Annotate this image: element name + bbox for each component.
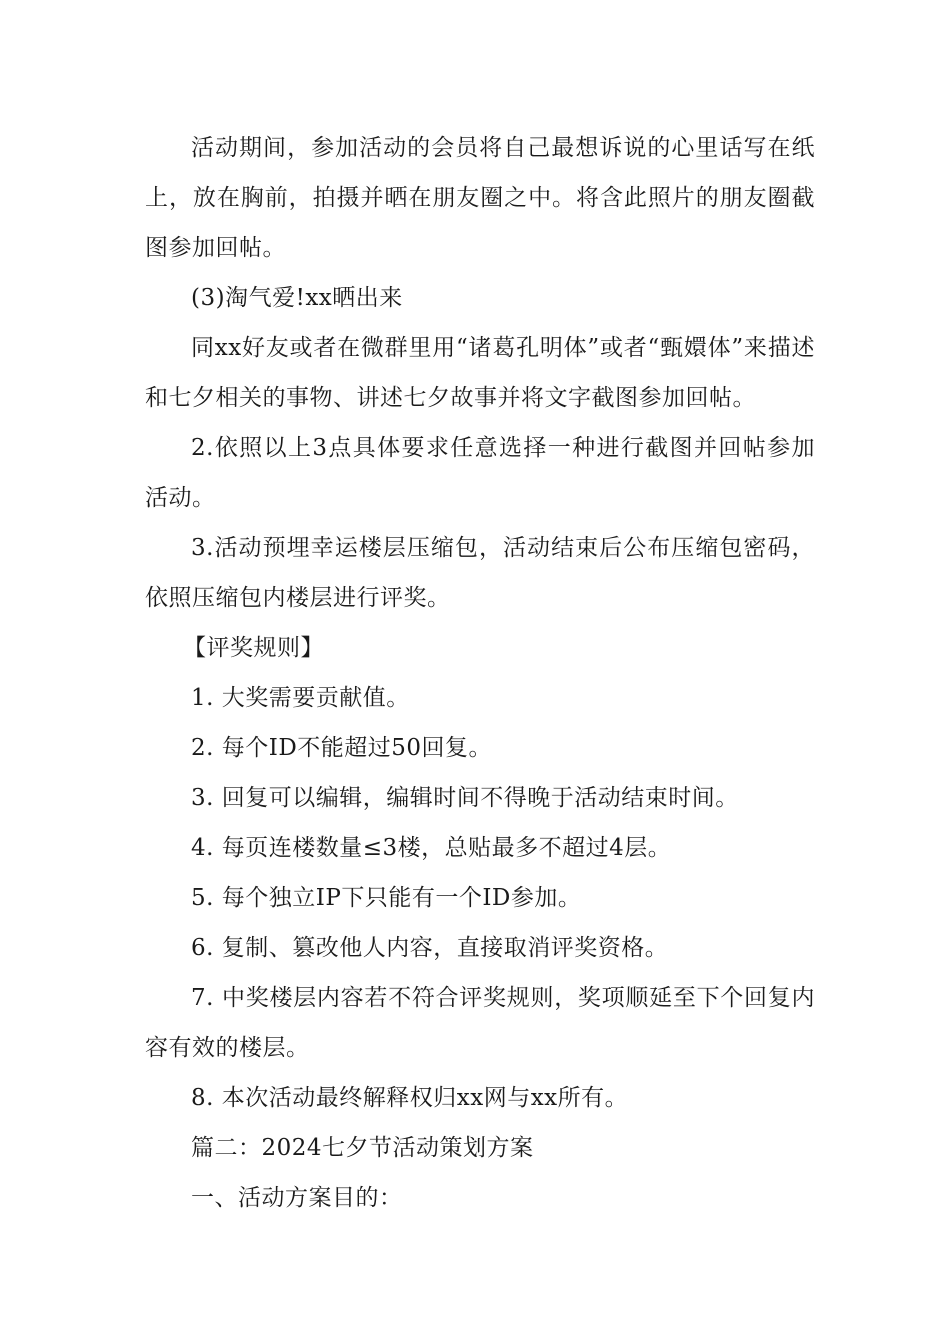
list-item: 7. 中奖楼层内容若不符合评奖规则，奖项顺延至下个回复内容有效的楼层。: [145, 985, 815, 1061]
list-item: 3. 回复可以编辑，编辑时间不得晚于活动结束时间。: [191, 785, 739, 811]
list-item: 2. 每个ID不能超过50回复。: [191, 735, 493, 761]
list-item: 1. 大奖需要贡献值。: [191, 685, 410, 711]
list-item: 8. 本次活动最终解释权归xx网与xx所有。: [191, 1085, 629, 1111]
paragraph: 3.活动预埋幸运楼层压缩包，活动结束后公布压缩包密码，依照压缩包内楼层进行评奖。: [145, 535, 815, 611]
section-heading: 一、活动方案目的：: [191, 1185, 403, 1211]
paragraph: 活动期间，参加活动的会员将自己最想诉说的心里话写在纸上，放在胸前，拍摄并晒在朋友圈之中。将含此照片的朋友圈截图参加回帖。: [145, 135, 815, 261]
section-title: 篇二：2024七夕节活动策划方案: [191, 1135, 534, 1161]
paragraph: 2.依照以上3点具体要求任意选择一种进行截图并回帖参加活动。: [145, 435, 815, 511]
list-item: 5. 每个独立IP下只能有一个ID参加。: [191, 885, 582, 911]
paragraph: (3)淘气爱!xx晒出来: [191, 285, 403, 311]
section-heading: 【评奖规则】: [183, 635, 324, 661]
paragraph: 同xx好友或者在微群里用“诸葛孔明体”或者“甄嬛体”来描述和七夕相关的事物、讲述七夕故事并将文字截图参加回帖。: [145, 335, 815, 411]
list-item: 4. 每页连楼数量≤3楼，总贴最多不超过4层。: [191, 835, 672, 861]
document-body: [145, 123, 815, 1223]
list-item: 6. 复制、篡改他人内容，直接取消评奖资格。: [191, 935, 669, 961]
